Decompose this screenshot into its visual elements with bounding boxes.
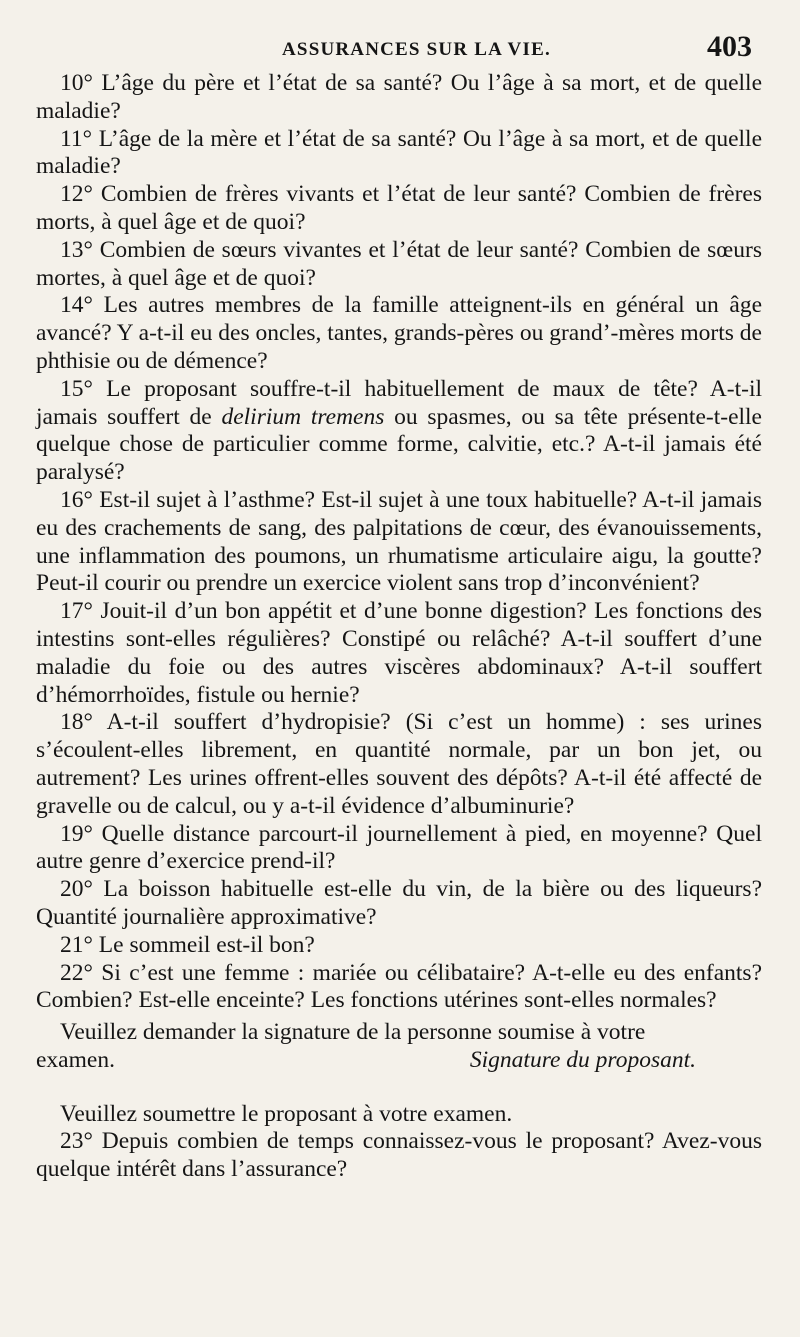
question-10: 10° L’âge du père et l’état de sa santé? Ou l’âge à sa mort, et de quelle maladie? xyxy=(36,70,763,124)
signature-line xyxy=(36,1047,762,1075)
question-16: 16° Est-il sujet à l’asthme? Est-il sujet à une toux habituelle? A-t-il jamais eu des crachements de sang, des palpitations de cœur, des évanouissements, une inflammation des poumons, un rhumatisme articulaire aigu, la goutte? Peut-il courir ou prendre un exercice violent sans trop d’inconvénient? xyxy=(36,486,763,597)
question-11: 11° L’âge de la mère et l’état de sa santé? Ou l’âge à sa mort, et de quelle maladie? xyxy=(36,125,762,180)
signature-label: Signature du proposant. xyxy=(469,1046,696,1073)
question-13: 13° Combien de sœurs vivantes et l’état de leur santé? Combien de sœurs mortes, à quel âge et de quoi? xyxy=(36,236,762,291)
questionnaire-body xyxy=(36,70,762,1184)
signature-request-continuation: examen. xyxy=(36,1046,115,1073)
question-19: 19° Quelle distance parcourt-il journellement à pied, en moyenne? Quel autre genre d’exercice prend-il? xyxy=(36,820,762,875)
running-head: ASSURANCES SUR LA VIE. xyxy=(282,39,551,60)
question-17: 17° Jouit-il d’un bon appétit et d’une bonne digestion? Les fonctions des intestins sont-elles régulières? Constipé ou relâché? A-t-il souffert d’une maladie du foie ou des autres viscères abdominaux? A-t-il souffert d’hémorrhoïdes, fistule ou hernie? xyxy=(36,598,762,708)
question-12: 12° Combien de frères vivants et l’état de leur santé? Combien de frères morts, à quel âge et de quoi? xyxy=(36,181,763,235)
question-15: 15° Le proposant souffre-t-il habituellement de maux de tête? A-t-il jamais souffert de delirium tremens ou spasmes, ou sa tête présente-t-elle quelque chose de particulier comme forme, calvitie, etc.? A-t-il jamais été paralysé? xyxy=(36,375,763,486)
question-20: 20° La boisson habituelle est-elle du vin, de la bière ou des liqueurs? Quantité journalière approximative? xyxy=(36,876,763,930)
question-22: 22° Si c’est une femme : mariée ou célibataire? A-t-elle eu des enfants? Combien? Est-elle enceinte? Les fonctions utérines sont-elles normales? xyxy=(36,959,763,1014)
question-23: 23° Depuis combien de temps connaissez-vous le proposant? Avez-vous quelque intérêt dans l’assurance? xyxy=(36,1128,763,1183)
signature-request: Veuillez demander la signature de la personne soumise à votre xyxy=(60,1019,646,1046)
section-spacer xyxy=(36,1075,762,1101)
question-18: 18° A-t-il souffert d’hydropisie? (Si c’est un homme) : ses urines s’écoulent-elles librement, en quantité normale, par un bon jet, ou autrement? Les urines offrent-elles souvent des dépôts? A-t-il été affecté de gravelle ou de calcul, ou y a-t-il évidence d’albuminurie? xyxy=(36,709,762,819)
question-21: 21° Le sommeil est-il bon? xyxy=(60,931,315,958)
question-14: 14° Les autres membres de la famille atteignent-ils en général un âge avancé? Y a-t-il eu des oncles, tantes, grands-pères ou grand’-mères morts de phthisie ou de démence? xyxy=(36,292,763,374)
emphasis-term: delirium tremens xyxy=(221,403,385,430)
page-number: 403 xyxy=(707,30,752,63)
submit-note: Veuillez soumettre le proposant à votre examen. xyxy=(60,1100,513,1127)
